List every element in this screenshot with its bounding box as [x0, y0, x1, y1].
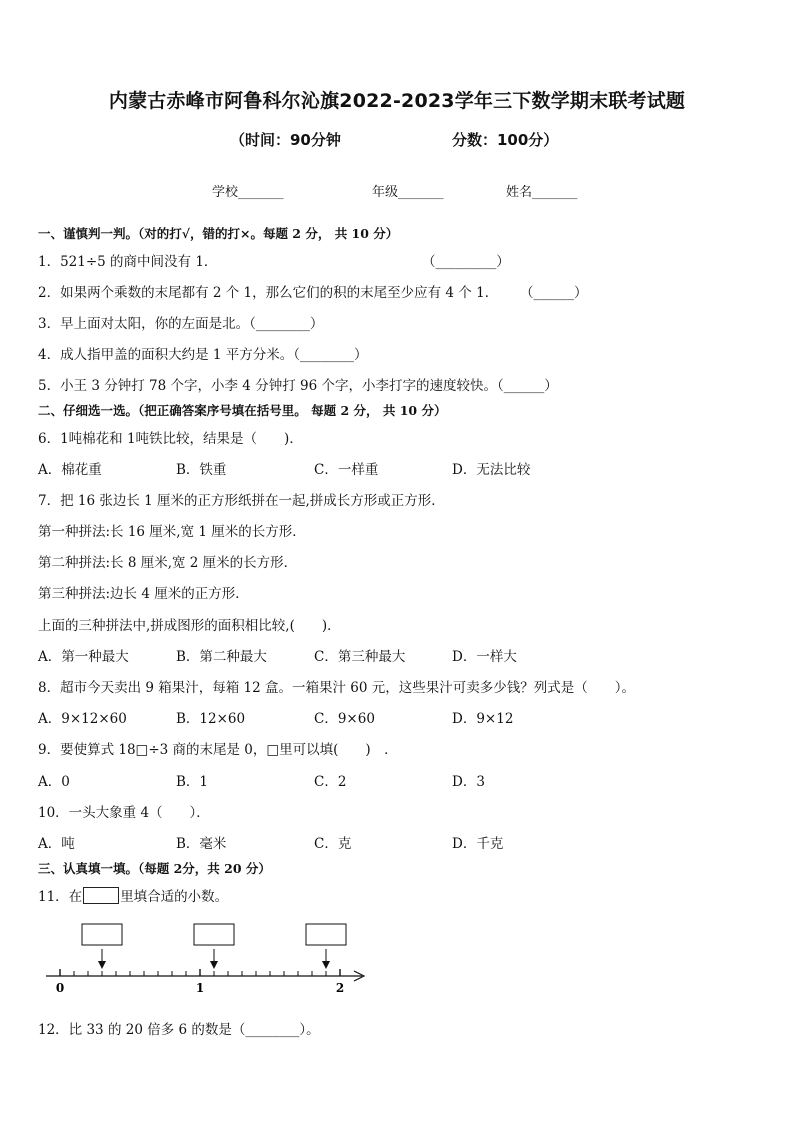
- q10-option-a: A．吨: [38, 836, 75, 852]
- question-2: 2．如果两个乘数的末尾都有 2 个 1，那么它们的积的末尾至少应有 4 个 1．: [38, 285, 499, 301]
- q7-option-c: C．第三种最大: [314, 649, 406, 665]
- q7-method-2: 第二种拼法:长 8 厘米,宽 2 厘米的长方形．: [38, 555, 298, 571]
- q7-option-d: D．一样大: [452, 649, 517, 665]
- q7-method-1: 第一种拼法:长 16 厘米,宽 1 厘米的长方形．: [38, 524, 306, 540]
- question-6: 6．1吨棉花和 1吨铁比较，结果是（ )．: [38, 431, 303, 447]
- name-field: 姓名_______: [506, 185, 578, 200]
- answer-box[interactable]: [306, 924, 346, 945]
- q7-method-3: 第三种拼法:边长 4 厘米的正方形．: [38, 586, 249, 602]
- q6-option-c: C．一样重: [314, 462, 379, 478]
- school-field: 学校_______: [212, 185, 284, 200]
- q11-box-icon: [83, 887, 119, 904]
- q8-option-b: B．12×60: [176, 711, 246, 727]
- question-2-blank: （______）: [520, 285, 588, 301]
- grade-field: 年级_______: [372, 185, 444, 200]
- q11-prefix: 11．在: [38, 889, 83, 905]
- q9-option-b: B．1: [176, 774, 209, 790]
- question-3: 3．早上面对太阳，你的左面是北。（________）: [38, 316, 324, 332]
- question-7: 7．把 16 张边长 1 厘米的正方形纸拼在一起,拼成长方形或正方形．: [38, 493, 445, 509]
- section-2-heading: 二、仔细选一选。（把正确答案序号填在括号里。 每题 2 分， 共 10 分）: [38, 403, 447, 418]
- q7-option-b: B．第二种最大: [176, 649, 267, 665]
- number-line-label: 0: [55, 981, 65, 995]
- q7-compare: 上面的三种拼法中,拼成图形的面积相比较,( )．: [38, 618, 341, 634]
- number-line-label: 2: [335, 981, 345, 995]
- question-11: [38, 885, 228, 905]
- question-4: 4．成人指甲盖的面积大约是 1 平方分米。（________）: [38, 347, 368, 363]
- answer-box[interactable]: [82, 924, 122, 945]
- q9-option-a: A．0: [38, 774, 70, 790]
- question-9: 9．要使算式 18□÷3 商的末尾是 0，□里可以填( ) ．: [38, 742, 398, 758]
- question-1: 1．521÷5 的商中间没有 1．: [38, 254, 218, 270]
- question-12: 12．比 33 的 20 倍多 6 的数是（________）。: [38, 1022, 320, 1038]
- q10-option-c: C．克: [314, 836, 352, 852]
- exam-time: （时间：90分钟: [230, 131, 341, 149]
- q8-option-d: D．9×12: [452, 711, 514, 727]
- q7-option-a: A．第一种最大: [38, 649, 129, 665]
- number-line: [36, 916, 376, 996]
- q10-option-d: D．千克: [452, 836, 504, 852]
- page-title: 内蒙古赤峰市阿鲁科尔沁旗2022-2023学年三下数学期末联考试题: [108, 90, 686, 112]
- question-8: 8．超市今天卖出 9 箱果汁，每箱 12 盒。一箱果汁 60 元，这些果汁可卖多少钱？列式是（ ）。: [38, 680, 636, 696]
- exam-score: 分数：100分）: [452, 131, 559, 149]
- section-3-heading: 三、认真填一填。（每题 2分，共 20 分）: [38, 861, 271, 876]
- q9-option-c: C．2: [314, 774, 347, 790]
- q6-option-d: D．无法比较: [452, 462, 531, 478]
- q6-option-a: A．棉花重: [38, 462, 102, 478]
- number-line-label: 1: [195, 981, 205, 995]
- answer-box[interactable]: [194, 924, 234, 945]
- q9-option-d: D．3: [452, 774, 485, 790]
- question-5: 5．小王 3 分钟打 78 个字，小李 4 分钟打 96 个字，小李打字的速度较快。（______）: [38, 378, 558, 394]
- section-1-heading: 一、谨慎判一判。（对的打√，错的打×。每题 2 分， 共 10 分）: [38, 226, 399, 241]
- q10-option-b: B．毫米: [176, 836, 227, 852]
- q8-option-a: A．9×12×60: [38, 711, 127, 727]
- q11-suffix: 里填合适的小数。: [120, 889, 229, 905]
- q8-option-c: C．9×60: [314, 711, 375, 727]
- question-10: 10．一头大象重 4（ ）．: [38, 805, 210, 821]
- question-1-blank: （_________）: [422, 254, 510, 270]
- q6-option-b: B．铁重: [176, 462, 227, 478]
